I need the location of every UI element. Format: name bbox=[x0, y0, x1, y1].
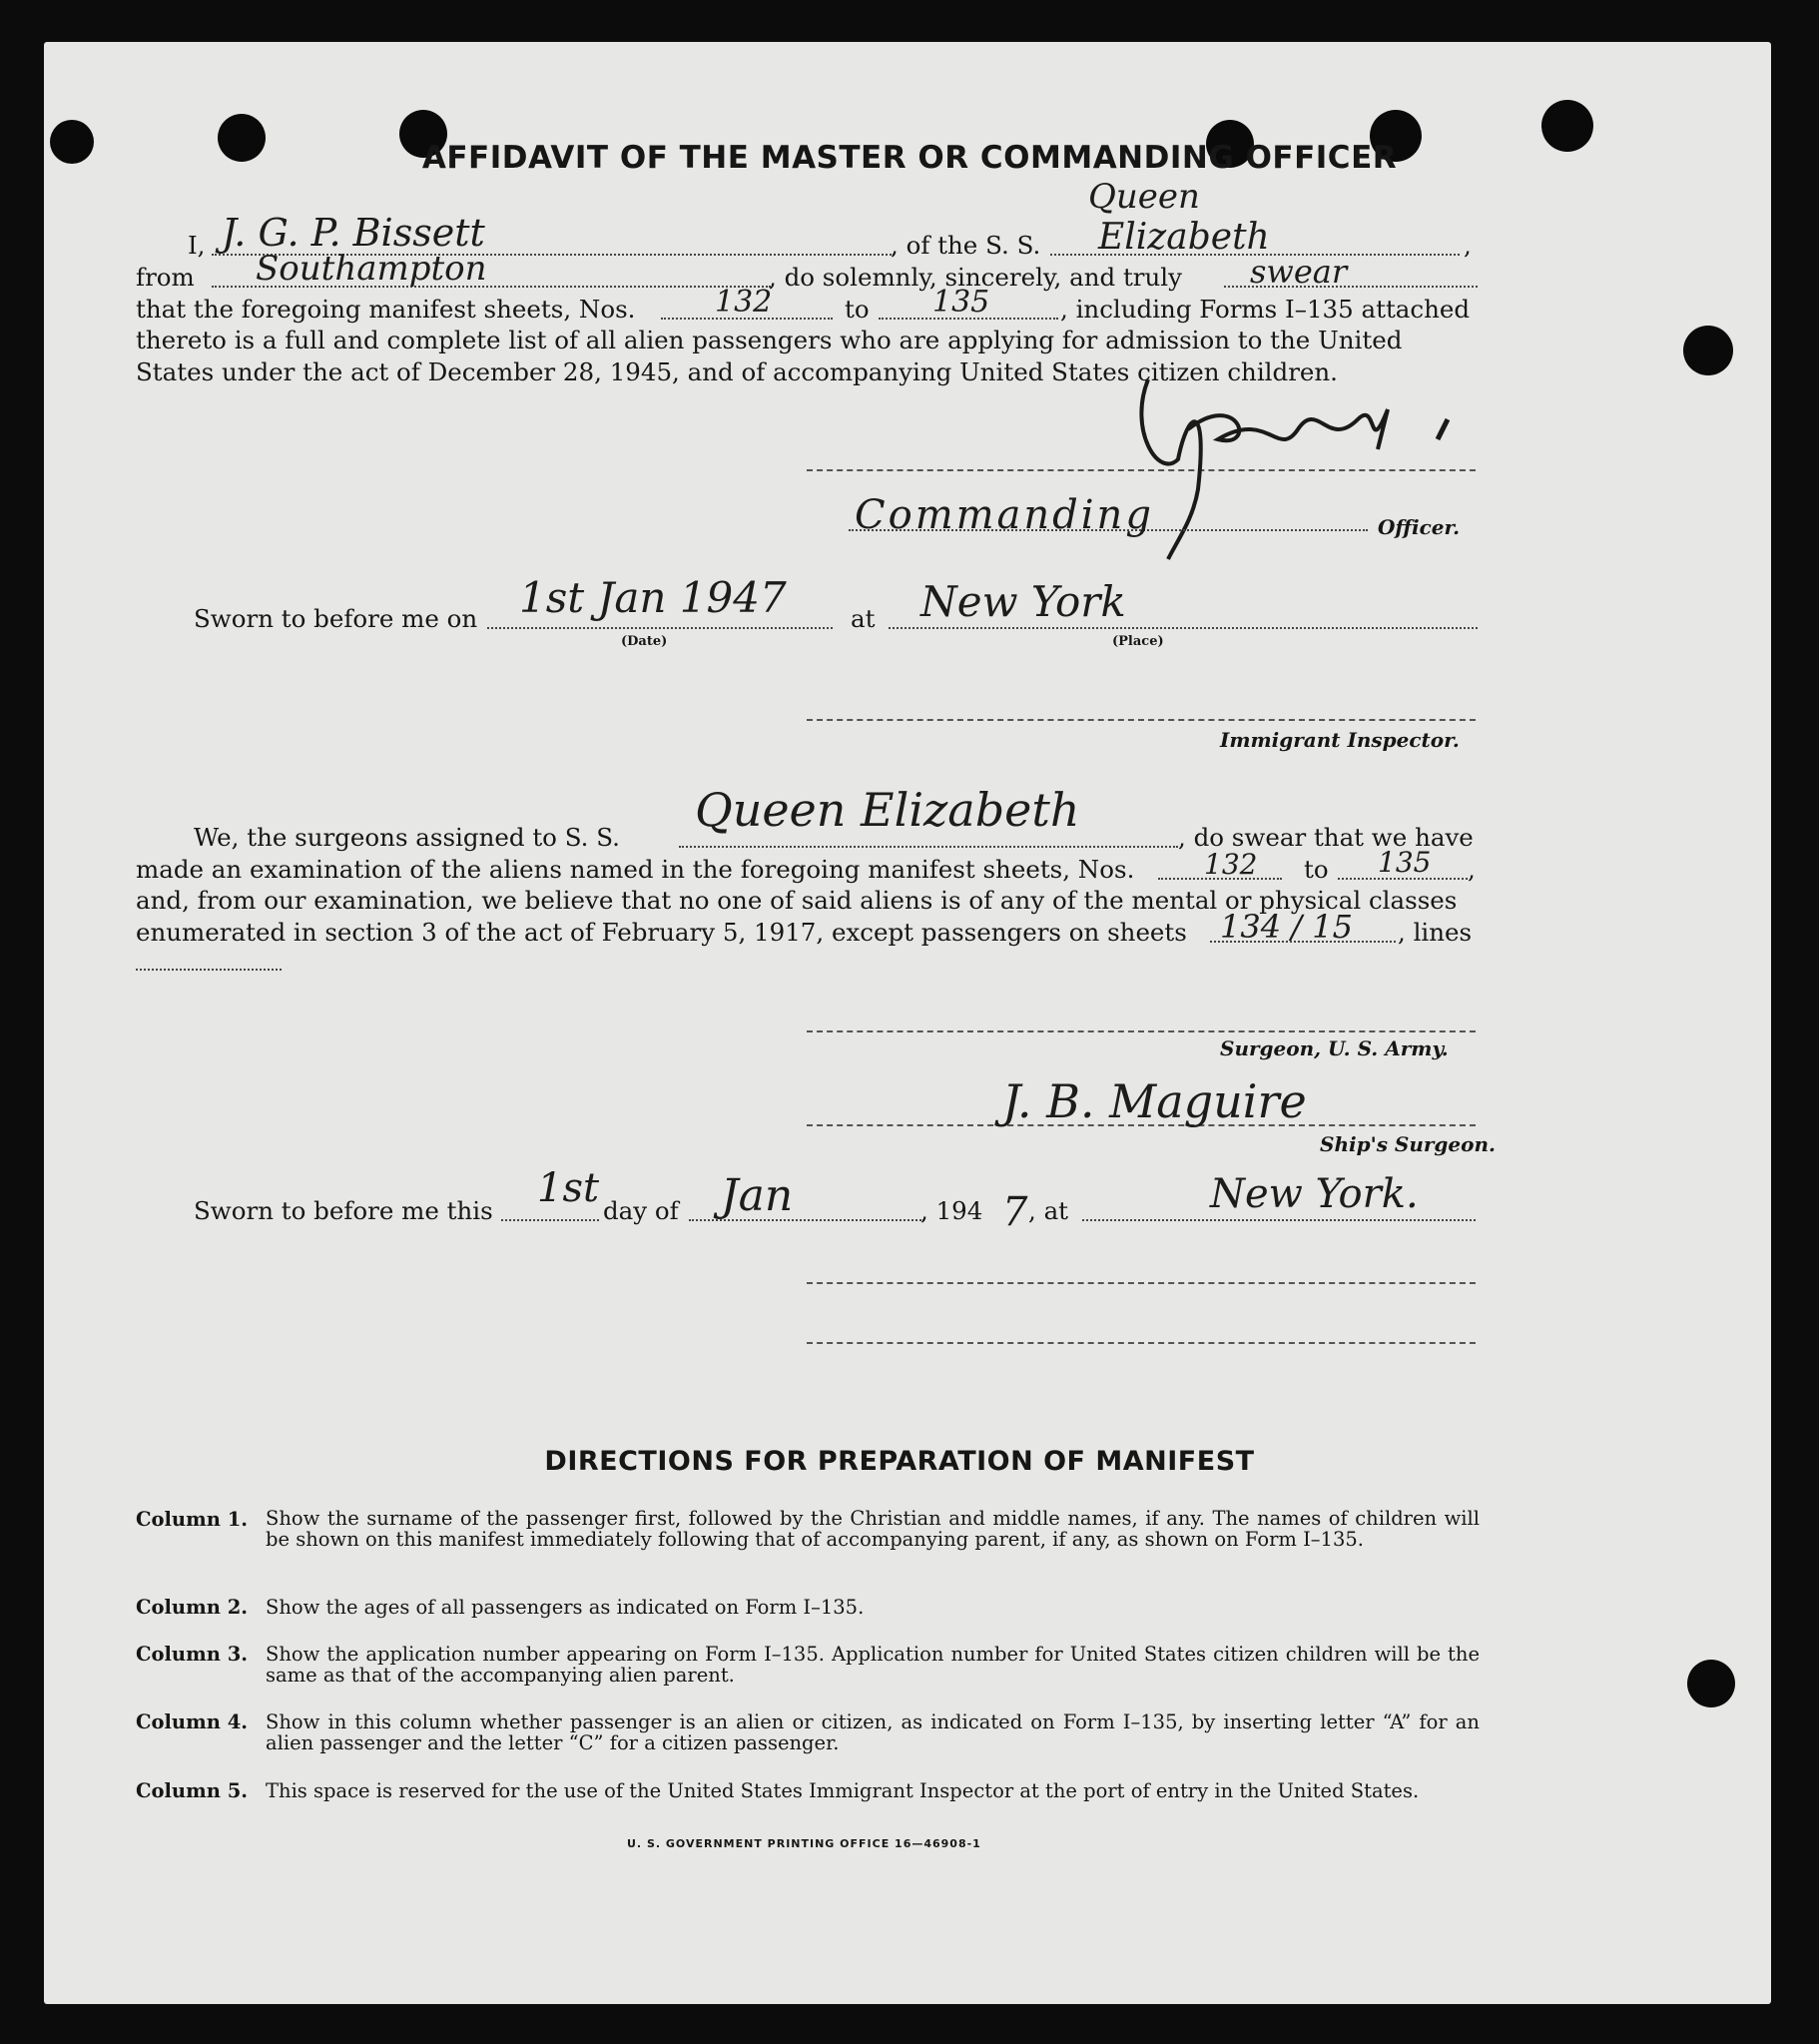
sworn2-day-of: day of bbox=[603, 1196, 679, 1225]
blank-surgeons-ship bbox=[679, 846, 1178, 848]
punch-hole bbox=[1683, 326, 1733, 375]
handwritten-sworn2-month: Jan bbox=[721, 1170, 794, 1221]
place-caption: (Place) bbox=[1112, 634, 1164, 649]
blank-sworn2-place bbox=[1082, 1219, 1476, 1221]
inspector-label: Immigrant Inspector. bbox=[1220, 728, 1460, 752]
handwritten-surgeons-ship: Queen Elizabeth bbox=[695, 783, 1080, 837]
text-line4: thereto is a full and complete list of all alien passengers who are applying for admission to the United bbox=[136, 326, 1403, 354]
text-comma: , bbox=[1468, 855, 1476, 884]
handwritten-swear: swear bbox=[1250, 253, 1348, 291]
handwritten-rank: Commanding bbox=[855, 492, 1154, 538]
directions-title: DIRECTIONS FOR PREPARATION OF MANIFEST bbox=[544, 1446, 1255, 1477]
handwritten-master-name: J. G. P. Bissett bbox=[222, 211, 485, 255]
date-caption: (Date) bbox=[621, 634, 668, 649]
blank-sworn1-date bbox=[487, 627, 833, 629]
page-title: AFFIDAVIT OF THE MASTER OR COMMANDING OFFICER bbox=[421, 140, 1398, 176]
text-from: from bbox=[136, 263, 195, 292]
direction-label-4: Column 4. bbox=[136, 1710, 249, 1733]
direction-label-1: Column 1. bbox=[136, 1508, 249, 1531]
surgeons-line3: and, from our examination, we believe that no one of said aliens is of any of the mental or physical classes bbox=[136, 886, 1458, 915]
direction-text-5: This space is reserved for the use of the United States Immigrant Inspector at the port of entry in the United States. bbox=[266, 1779, 1420, 1802]
handwritten-sheet-to: 135 bbox=[932, 285, 990, 320]
punch-hole bbox=[1687, 1660, 1735, 1707]
master-signature bbox=[1118, 369, 1478, 569]
officer-label: Officer. bbox=[1378, 515, 1461, 539]
sworn1-at: at bbox=[851, 604, 876, 633]
handwritten-sheets: 134 / 15 bbox=[1220, 908, 1353, 946]
text-line3a: that the foregoing manifest sheets, Nos. bbox=[136, 295, 636, 324]
ship-surgeon-label: Ship's Surgeon. bbox=[1320, 1132, 1496, 1156]
direction-label-5: Column 5. bbox=[136, 1779, 249, 1802]
printing-office-footer: U. S. GOVERNMENT PRINTING OFFICE 16—46908-1 bbox=[627, 1837, 981, 1850]
sworn2-label: Sworn to before me this bbox=[194, 1196, 493, 1225]
surgeons-line2a: made an examination of the aliens named in the foregoing manifest sheets, Nos. bbox=[136, 855, 1135, 884]
sworn1-label: Sworn to before me on bbox=[194, 604, 478, 633]
handwritten-ship-name-1: Queen bbox=[1088, 177, 1200, 217]
text-solemnly: , do solemnly, sincerely, and truly bbox=[769, 263, 1182, 292]
text-line5: States under the act of December 28, 1945, and of accompanying United States citizen children. bbox=[136, 357, 1338, 386]
surgeons-to: to bbox=[1304, 855, 1329, 884]
text-comma: , bbox=[1464, 231, 1472, 260]
handwritten-ship-name-2: Elizabeth bbox=[1098, 217, 1270, 258]
army-surgeon-line bbox=[807, 1030, 1476, 1032]
direction-text-1: Show the surname of the passenger first, followed by the Christian and middle names, if any. The names of children will be shown on this manifest immediately following that of accompanying parent, if any, as shown on Form I–135. bbox=[266, 1507, 1480, 1551]
officer-signature-line-1 bbox=[807, 1282, 1476, 1284]
direction-label-2: Column 2. bbox=[136, 1596, 249, 1619]
blank-lines bbox=[136, 969, 282, 971]
direction-label-3: Column 3. bbox=[136, 1643, 249, 1666]
blank-sworn2-day bbox=[501, 1219, 599, 1221]
sworn2-year-prefix: , 194 bbox=[920, 1196, 983, 1225]
handwritten-sworn1-place: New York bbox=[920, 577, 1126, 626]
army-surgeon-label: Surgeon, U. S. Army. bbox=[1220, 1036, 1449, 1060]
text-to: to bbox=[845, 295, 870, 324]
text-of-ss: , of the S. S. bbox=[891, 231, 1041, 260]
officer-signature-line-2 bbox=[807, 1342, 1476, 1344]
handwritten-surgeons-from: 132 bbox=[1204, 848, 1258, 881]
handwritten-sworn2-year: 7 bbox=[1002, 1189, 1028, 1235]
surgeons-line1b: , do swear that we have bbox=[1178, 823, 1474, 852]
blank-sworn1-place bbox=[889, 627, 1478, 629]
handwritten-sworn1-date: 1st Jan 1947 bbox=[519, 573, 787, 622]
handwritten-surgeons-to: 135 bbox=[1378, 846, 1432, 879]
direction-text-3: Show the application number appearing on Form I–135. Application number for United States citizen children will be the same as that of the accompanying alien parent. bbox=[266, 1643, 1480, 1687]
handwritten-sworn2-day: 1st bbox=[537, 1165, 600, 1211]
handwritten-from-port: Southampton bbox=[256, 249, 487, 289]
sworn2-at: , at bbox=[1028, 1196, 1069, 1225]
handwritten-signature-name bbox=[1198, 399, 1201, 400]
direction-text-2: Show the ages of all passengers as indicated on Form I–135. bbox=[266, 1596, 865, 1619]
surgeons-line4a: enumerated in section 3 of the act of February 5, 1917, except passengers on sheets bbox=[136, 918, 1187, 947]
text-line3b: , including Forms I–135 attached bbox=[1060, 295, 1471, 324]
text-i: I, bbox=[188, 231, 206, 260]
surgeons-lines-word: , lines bbox=[1398, 918, 1473, 947]
handwritten-sworn2-place: New York. bbox=[1210, 1171, 1419, 1217]
direction-text-4: Show in this column whether passenger is an alien or citizen, as indicated on Form I–135, by inserting letter “A” for an alien passenger and the letter “C” for a citizen passenger. bbox=[266, 1710, 1480, 1754]
handwritten-ship-surgeon: J. B. Maguire bbox=[1002, 1074, 1307, 1128]
inspector-signature-line bbox=[807, 719, 1476, 721]
handwritten-sheet-from: 132 bbox=[715, 285, 773, 320]
surgeons-line1a: We, the surgeons assigned to S. S. bbox=[194, 823, 620, 852]
